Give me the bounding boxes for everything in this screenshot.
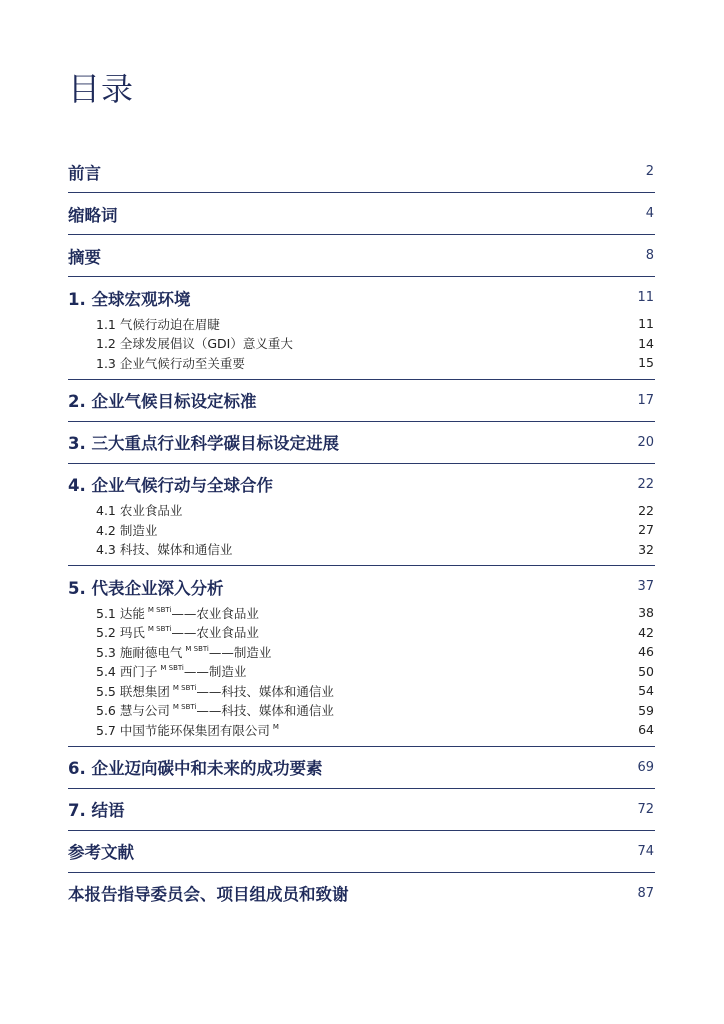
toc-entry-page-number: 2 [645, 164, 654, 179]
toc-subentry-superscript: M [272, 722, 279, 731]
toc-section [68, 422, 655, 464]
toc-subentry-page-number: 11 [638, 316, 654, 332]
toc-entry-title: 参考文献 [68, 843, 134, 862]
toc-subentry-title: 5.7 中国节能环保集团有限公司 [96, 722, 270, 738]
toc-entry-title: 3. 三大重点行业科学碳目标设定进展 [68, 434, 339, 453]
toc-section [68, 747, 655, 789]
toc-section [68, 235, 655, 277]
toc-entry-page-number: 4 [645, 206, 654, 221]
toc-entry-page-number: 72 [637, 801, 654, 817]
toc-entry-title: 4. 企业气候行动与全球合作 [68, 476, 273, 495]
toc-entry-page-number: 87 [637, 885, 654, 901]
toc-subentry-sector: ——科技、媒体和通信业 [196, 683, 334, 699]
toc-subentry-title: 4.2 制造业 [96, 522, 158, 538]
toc-entry-title: 本报告指导委员会、项目组成员和致谢 [68, 885, 349, 904]
toc-subentry-label [96, 721, 279, 739]
toc-subentry-title: 1.2 全球发展倡议（GDI）意义重大 [96, 336, 293, 352]
toc-entry-page-number: 37 [637, 579, 654, 594]
toc-entry[interactable] [68, 747, 655, 788]
toc-subentry[interactable] [96, 662, 655, 682]
toc-section [68, 151, 655, 193]
toc-entry-title: 1. 全球宏观环境 [68, 289, 191, 309]
toc-subentry-title: 5.5 联想集团 [96, 683, 170, 699]
toc-subentry-label [96, 521, 157, 539]
toc-subentry-page-number: 50 [638, 663, 654, 679]
toc-subentry-label [96, 540, 232, 558]
toc-entry-page-number: 22 [637, 476, 654, 492]
toc-subentry-title: 1.3 企业气候行动至关重要 [96, 355, 245, 371]
toc-subentry-label [96, 354, 245, 372]
toc-entry[interactable] [68, 380, 655, 421]
toc-section [68, 831, 655, 873]
toc-subentry[interactable] [96, 314, 655, 334]
toc-entry-page-number: 8 [645, 248, 654, 263]
toc-section [68, 277, 655, 380]
toc-subentry-page-number: 54 [638, 683, 654, 699]
toc-entry[interactable] [68, 235, 655, 276]
toc-subentries [68, 501, 655, 566]
toc-subentry-label [96, 643, 271, 661]
toc-entry[interactable] [68, 873, 655, 914]
toc-subentry-superscript: M SBTi [172, 703, 197, 712]
toc-subentry-sector: ——制造业 [183, 664, 247, 680]
toc-section [68, 789, 655, 831]
toc-subentry-title: 5.1 达能 [96, 605, 145, 621]
toc-entry-title: 前言 [68, 163, 101, 183]
toc-section [68, 566, 655, 747]
toc-subentry[interactable] [96, 501, 655, 521]
toc-subentry-page-number: 32 [638, 541, 654, 557]
toc-subentry-title: 1.1 气候行动迫在眉睫 [96, 316, 220, 332]
toc-subentry[interactable] [96, 540, 655, 560]
toc-entry-title: 摘要 [68, 247, 101, 267]
toc-entry-page-number: 17 [637, 392, 654, 408]
toc-subentry-page-number: 22 [638, 502, 654, 518]
toc-entry-page-number: 74 [637, 843, 654, 859]
toc-subentry-page-number: 38 [638, 605, 654, 621]
toc-subentry-superscript: M SBTi [172, 683, 197, 692]
toc-entry[interactable] [68, 566, 655, 607]
toc-entry[interactable] [68, 831, 655, 872]
toc-subentry-superscript: M SBTi [185, 644, 209, 653]
toc-subentry-sector: ——科技、媒体和通信业 [196, 703, 334, 719]
toc-subentry-label [96, 682, 334, 700]
toc-entry-page-number: 69 [637, 759, 654, 775]
toc-subentry-page-number: 15 [638, 355, 654, 371]
toc-subentry-superscript: M SBTi [147, 605, 172, 614]
toc-entry[interactable] [68, 193, 655, 234]
toc-subentry-page-number: 27 [638, 522, 654, 538]
toc-entry[interactable] [68, 789, 655, 830]
toc-subentry[interactable] [96, 720, 655, 740]
toc-entry[interactable] [68, 277, 655, 318]
toc-entry-page-number: 20 [637, 434, 654, 450]
toc-section [68, 380, 655, 422]
toc-entry[interactable] [68, 151, 655, 192]
table-of-contents [68, 151, 655, 914]
toc-subentry[interactable] [96, 334, 655, 354]
toc-subentry[interactable] [96, 642, 655, 662]
toc-subentry-superscript: M SBTi [160, 664, 184, 673]
toc-subentries [68, 603, 655, 746]
toc-subentry-label [96, 334, 293, 352]
toc-entry-title: 7. 结语 [68, 801, 125, 820]
page-title: 目录 [68, 70, 135, 108]
toc-entry-title: 2. 企业气候目标设定标准 [68, 392, 257, 411]
toc-subentry[interactable] [96, 603, 655, 623]
toc-subentry-label [96, 623, 259, 641]
toc-subentry-title: 5.2 玛氏 [96, 625, 145, 641]
toc-subentry-page-number: 42 [638, 624, 654, 640]
toc-subentry[interactable] [96, 520, 655, 540]
toc-entry-page-number: 11 [637, 290, 654, 305]
toc-section [68, 873, 655, 914]
toc-subentry-title: 4.1 农业食品业 [96, 503, 183, 519]
toc-subentry-label [96, 701, 334, 719]
toc-entry-title: 5. 代表企业深入分析 [68, 578, 224, 598]
toc-section [68, 193, 655, 235]
toc-subentry[interactable] [96, 353, 655, 373]
toc-entry[interactable] [68, 464, 655, 505]
toc-subentry-label [96, 315, 220, 333]
toc-subentry-sector: ——农业食品业 [171, 625, 259, 641]
toc-subentry-page-number: 59 [638, 702, 654, 718]
toc-entry-title: 缩略词 [68, 205, 118, 225]
toc-subentry-label [96, 662, 246, 680]
toc-subentry-label [96, 501, 182, 519]
toc-subentry-label [96, 604, 259, 622]
toc-subentry-title: 5.4 西门子 [96, 664, 158, 680]
toc-subentry-title: 4.3 科技、媒体和通信业 [96, 542, 233, 558]
toc-subentry-title: 5.3 施耐德电气 [96, 644, 183, 660]
toc-subentry[interactable] [96, 623, 655, 643]
toc-entry-title: 6. 企业迈向碳中和未来的成功要素 [68, 759, 323, 778]
toc-subentry-title: 5.6 慧与公司 [96, 703, 170, 719]
toc-section [68, 464, 655, 567]
toc-subentry[interactable] [96, 681, 655, 701]
toc-subentry[interactable] [96, 701, 655, 721]
toc-subentry-page-number: 14 [638, 335, 654, 351]
toc-subentry-page-number: 64 [638, 722, 654, 738]
toc-subentry-sector: ——农业食品业 [171, 605, 259, 621]
toc-subentries [68, 314, 655, 379]
toc-subentry-superscript: M SBTi [147, 625, 172, 634]
toc-entry[interactable] [68, 422, 655, 463]
toc-subentry-sector: ——制造业 [208, 644, 272, 660]
toc-subentry-page-number: 46 [638, 644, 654, 660]
